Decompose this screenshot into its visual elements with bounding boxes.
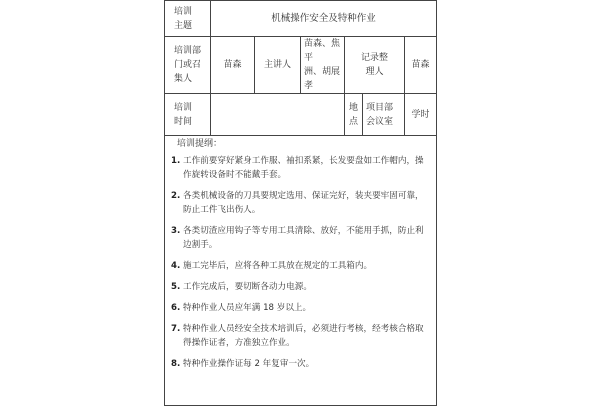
- speaker-value: 苗森、焦平 洲、胡展孝: [301, 37, 345, 94]
- outline-item-number: 4.: [171, 261, 181, 271]
- outline-item-text: 各类机械设备的刀具要规定选用、保证完好，装夹要牢固可靠，防止工件飞出伤人。: [183, 191, 424, 215]
- time-row: [165, 94, 437, 136]
- outline-list: [165, 154, 436, 371]
- location-value: 项目部 会议室: [363, 94, 405, 136]
- department-value: 苗森: [211, 37, 255, 94]
- outline-item: [165, 301, 436, 315]
- outline-item-text: 工作完成后，要切断各动力电源。: [183, 282, 312, 292]
- outline-item-number: 2.: [171, 191, 181, 201]
- speaker-label: 主讲人: [255, 37, 301, 94]
- outline-title: 培训提纲：: [177, 139, 223, 149]
- outline-item-number: 3.: [171, 226, 181, 236]
- outline-item-number: 6.: [171, 303, 181, 313]
- recorder-label: 记录整 理人: [345, 37, 405, 94]
- outline-item-text: 施工完毕后，应将各种工具放在规定的工具箱内。: [183, 261, 373, 271]
- outline-item: [165, 189, 436, 217]
- department-label: 培训部 门或召 集人: [165, 37, 211, 94]
- time-label: 培训 时间: [165, 94, 211, 136]
- outline-item-number: 7.: [171, 324, 181, 334]
- outline-item: [165, 322, 436, 350]
- outline-item: [165, 154, 436, 182]
- outline-item-text: 特种作业人员经安全技术培训后，必须进行考核，经考核合格取得操作证者，方准独立作业。: [183, 324, 424, 348]
- outline-item-text: 特种作业人员应年满 18 岁以上。: [183, 303, 312, 313]
- outline-item: [165, 224, 436, 252]
- topic-label: 培训 主题: [165, 1, 211, 37]
- department-row: [165, 37, 437, 94]
- location-label: 地 点: [345, 94, 363, 136]
- outline-item: [165, 280, 436, 294]
- training-outline: [165, 136, 437, 406]
- hours-label: 学时: [405, 94, 437, 136]
- content-row: [165, 136, 437, 406]
- outline-item-text: 特种作业操作证每 2 年复审一次。: [183, 359, 315, 369]
- outline-item-number: 5.: [171, 282, 181, 292]
- outline-item-text: 工作前要穿好紧身工作服、袖扣系紧，长发要盘如工作帽内，操作旋转设备时不能戴手套。: [183, 156, 424, 180]
- training-record-form: [164, 0, 437, 406]
- outline-item-number: 1.: [171, 156, 181, 166]
- outline-item-text: 各类切渣应用钩子等专用工具清除、放好，不能用手抓，防止利边割手。: [183, 226, 424, 250]
- recorder-value: 苗森: [405, 37, 437, 94]
- outline-item: [165, 357, 436, 371]
- outline-item: [165, 259, 436, 273]
- topic-value: 机械操作安全及特种作业: [211, 1, 437, 37]
- outline-item-number: 8.: [171, 359, 181, 369]
- time-value: [211, 94, 345, 136]
- topic-row: [165, 1, 437, 37]
